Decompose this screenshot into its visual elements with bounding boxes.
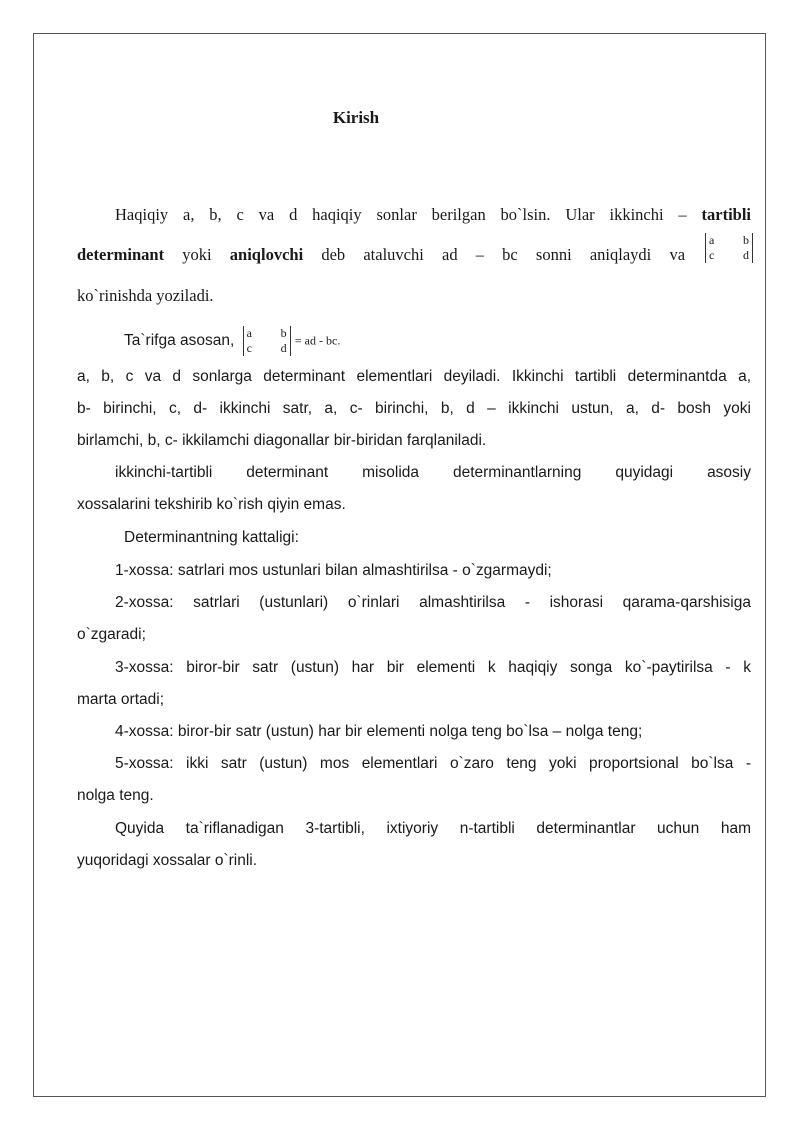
paragraph-1-line-3: ko`rinishda yoziladi. [77, 286, 214, 305]
det-element-c: c [709, 248, 715, 262]
text-span: deb ataluvchi ad – bc sonni aniqlaydi va [321, 245, 686, 264]
bold-term-determinant: determinant [77, 245, 165, 264]
paragraph-1-line-2 [77, 233, 751, 265]
section-heading: Determinantning kattaligi: [124, 529, 299, 546]
text-span: yoki [182, 245, 212, 264]
property-3-line-2: marta ortadi; [77, 691, 165, 708]
determinant-matrix-1 [705, 233, 753, 263]
property-1: 1-xossa: satrlari mos ustunlari bilan almashtirilsa - o`zgarmaydi; [115, 562, 552, 579]
det-element-a: a [709, 233, 715, 247]
property-5-line-1: 5-xossa: ikki satr (ustun) mos elementlari o`zaro teng yoki proportsional bo`lsa - [115, 755, 751, 772]
property-2-line-1: 2-xossa: satrlari (ustunlari) o`rinlari almashtirilsa - ishorasi qarama-qarshisiga [115, 594, 751, 611]
det-element-b: b [280, 326, 287, 340]
det-element-c: c [246, 341, 252, 355]
paragraph-3-line-1: ikkinchi-tartibli determinant misolida determinantlarning quyidagi asosiy [115, 464, 751, 481]
property-3-line-1: 3-xossa: biror-bir satr (ustun) har bir elementi k haqiqiy songa ko`-paytirilsa - k [115, 659, 751, 676]
document-title: Kirish [332, 108, 380, 127]
bold-term-aniqlovchi: aniqlovchi [229, 245, 304, 264]
definition-suffix: . [337, 333, 341, 348]
definition-equation: = ad - bc [294, 333, 338, 348]
determinant-matrix-2 [243, 326, 291, 356]
paragraph-4-line-1: Quyida ta`riflanadigan 3-tartibli, ixtiyoriy n-tartibli determinantlar uchun ham [115, 820, 751, 837]
det-element-d: d [743, 248, 749, 262]
property-4: 4-xossa: biror-bir satr (ustun) har bir elementi nolga teng bo`lsa – nolga teng; [115, 723, 643, 740]
property-5-line-2: nolga teng. [77, 787, 154, 804]
paragraph-3-line-2: xossalarini tekshirib ko`rish qiyin emas. [77, 496, 346, 513]
paragraph-4-line-2: yuqoridagi xossalar o`rinli. [77, 852, 258, 869]
paragraph-2-line-3: birlamchi, b, c- ikkilamchi diagonallar bir-biridan farqlaniladi. [77, 432, 487, 449]
paragraph-1-line-1 [77, 205, 751, 225]
det-element-b: b [743, 233, 749, 247]
det-element-d: d [280, 341, 287, 355]
bold-term-tartibli: tartibli [701, 205, 752, 224]
paragraph-2-line-2: b- birinchi, c, d- ikkinchi satr, a, c- birinchi, b, d – ikkinchi ustun, a, d- bosh yoki [77, 400, 751, 417]
definition-line [77, 326, 751, 356]
paragraph-2-line-1: a, b, c va d sonlarga determinant elementlari deyiladi. Ikkinchi tartibli determinantda a, [77, 368, 751, 385]
definition-prefix: Ta`rifga asosan, [124, 332, 235, 350]
det-element-a: a [246, 326, 252, 340]
property-2-line-2: o`zgaradi; [77, 626, 146, 643]
text-span: Haqiqiy a, b, c va d haqiqiy sonlar berilgan bo`lsin. Ular ikkinchi – [115, 205, 687, 224]
